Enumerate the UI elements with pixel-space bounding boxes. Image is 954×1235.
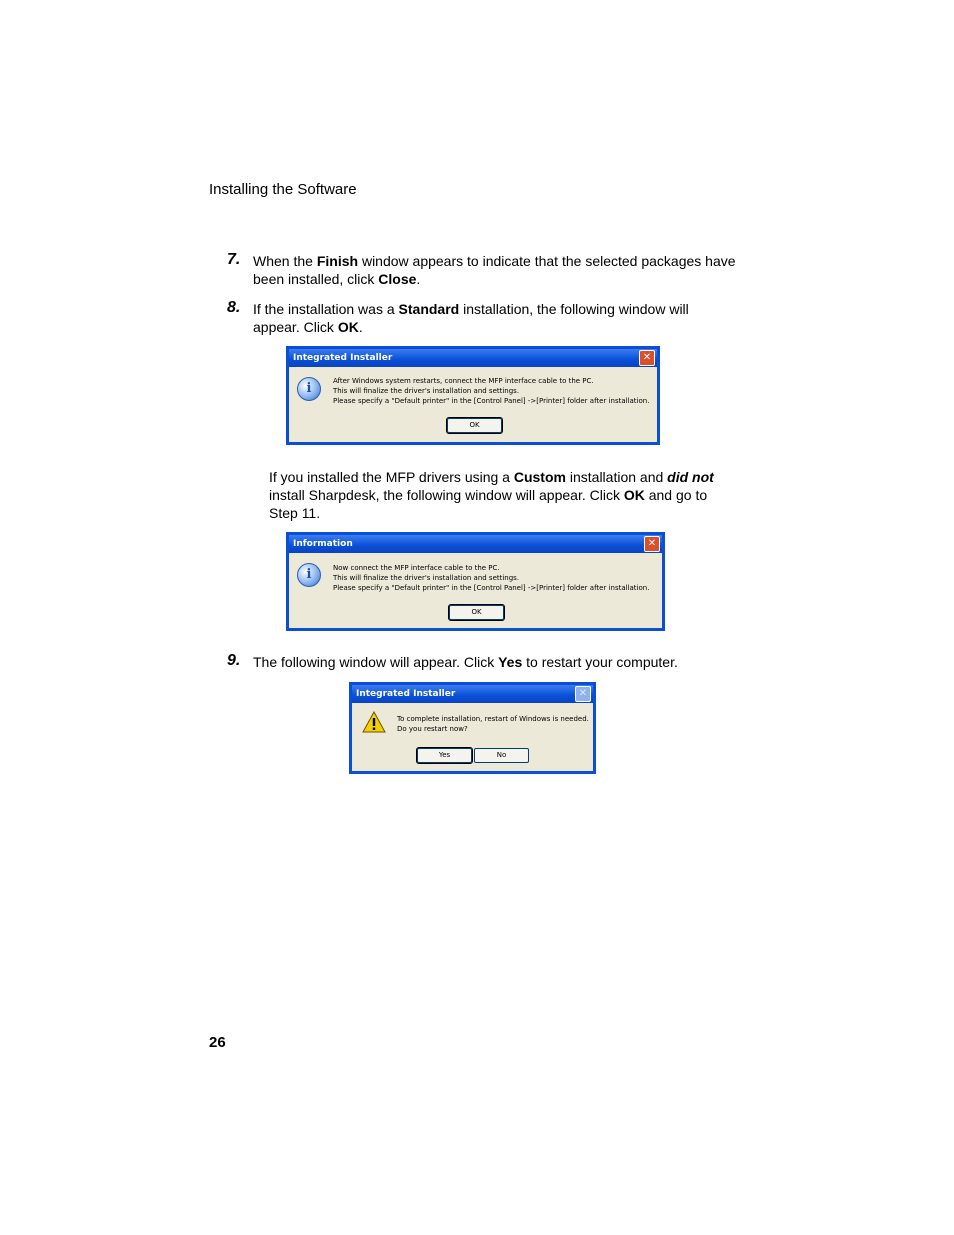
warning-icon (362, 711, 386, 733)
information-dialog (286, 532, 665, 631)
ok-button[interactable]: OK (449, 605, 504, 620)
integrated-installer-dialog (286, 346, 660, 445)
dialog-message: Now connect the MFP interface cable to the PC. This will finalize the driver's installation and settings. Please specify a "Default printer" in the [Control Panel] ->[Printer] folder after installation. (333, 564, 650, 592)
custom-install-note: If you installed the MFP drivers using a Custom installation and did not install Sharpdesk, the following window will appear. Click OK and go to Step 11. (269, 469, 714, 521)
info-icon: i (297, 377, 321, 401)
no-button[interactable]: No (474, 748, 529, 763)
dialog-title: Integrated Installer (289, 349, 657, 367)
close-button[interactable]: ✕ (644, 536, 660, 552)
section-title: Installing the Software (209, 181, 357, 198)
step-number: 8. (227, 299, 241, 316)
step-9-text: The following window will appear. Click Yes to restart your computer. (253, 654, 678, 670)
close-button[interactable]: ✕ (639, 350, 655, 366)
step-8-text: If the installation was a Standard installation, the following window will appear. Click OK. (253, 301, 689, 335)
dialog-title: Information (289, 535, 662, 553)
close-button: ✕ (575, 686, 591, 702)
restart-dialog (349, 682, 596, 774)
dialog-title: Integrated Installer (352, 685, 593, 703)
step-number: 9. (227, 652, 241, 669)
info-icon: i (297, 563, 321, 587)
step-7-text: When the Finish window appears to indicate that the selected packages have been installed, click Close. (253, 253, 736, 287)
page-number: 26 (209, 1034, 226, 1051)
dialog-message: To complete installation, restart of Windows is needed. Do you restart now? (397, 715, 589, 733)
step-number: 7. (227, 251, 241, 268)
ok-button[interactable]: OK (447, 418, 502, 433)
dialog-message: After Windows system restarts, connect the MFP interface cable to the PC. This will finalize the driver's installation and settings. Please specify a "Default printer" in the [Control Panel] ->[Printer] folder after installation. (333, 377, 650, 405)
yes-button[interactable]: Yes (417, 748, 472, 763)
